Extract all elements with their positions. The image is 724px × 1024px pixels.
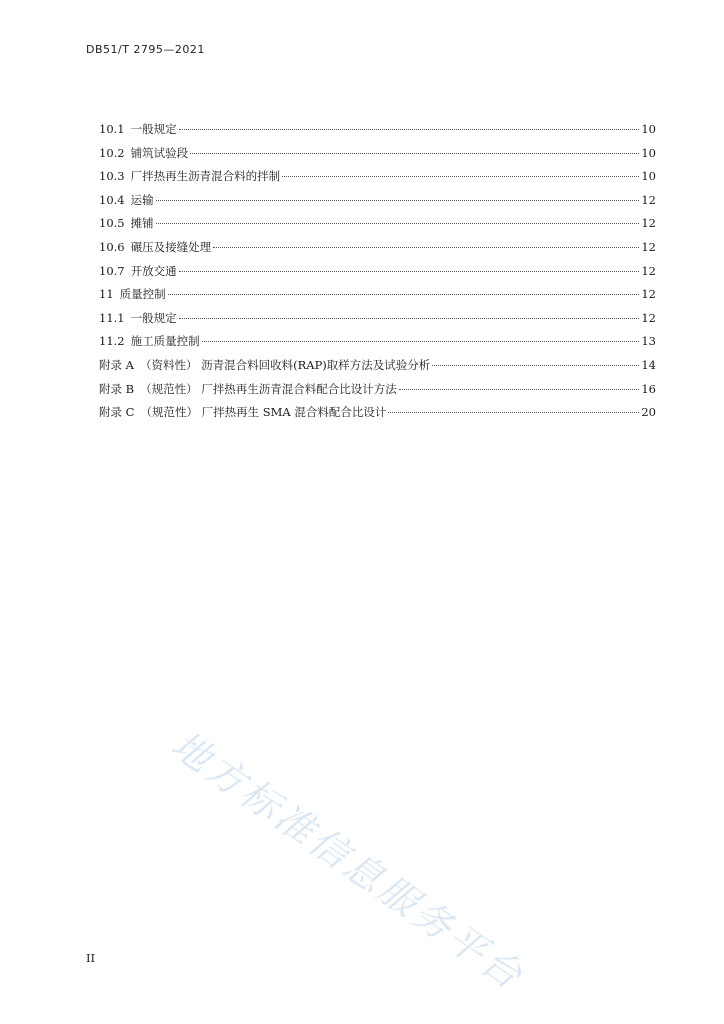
toc-entry-number: 11 xyxy=(99,287,114,302)
toc-entry[interactable] xyxy=(99,332,656,356)
toc-leader-dots xyxy=(156,200,640,201)
toc-entry-page: 12 xyxy=(641,310,656,325)
toc-entry-title: 厂拌热再生沥青混合料的拌制 xyxy=(130,169,281,184)
toc-entry-title: 开放交通 xyxy=(130,263,177,278)
toc-leader-dots xyxy=(179,129,640,130)
toc-entry-title: （资料性） 沥青混合料回收料(RAP)取样方法及试验分析 xyxy=(139,357,431,372)
document-code: DB51/T 2795—2021 xyxy=(86,43,205,56)
toc-entry-title: 摊铺 xyxy=(130,216,154,231)
toc-leader-dots xyxy=(213,247,639,248)
toc-entry[interactable] xyxy=(99,238,656,262)
toc-entry-page: 16 xyxy=(641,381,656,396)
toc-leader-dots xyxy=(168,294,640,295)
toc-leader-dots xyxy=(399,389,640,390)
toc-entry-page: 12 xyxy=(641,263,656,278)
toc-entry[interactable] xyxy=(99,191,656,215)
toc-entry-page: 12 xyxy=(641,192,656,207)
toc-entry-page: 10 xyxy=(641,145,656,160)
toc-entry-title: 碾压及接缝处理 xyxy=(130,239,212,254)
toc-entry-number: 10.3 xyxy=(99,169,125,184)
toc-entry-number: 附录 C xyxy=(99,405,135,420)
toc-entry-number: 11.1 xyxy=(99,310,125,325)
watermark-text: 地方标准信息服务平台 xyxy=(163,722,533,1000)
toc-entry[interactable] xyxy=(99,120,656,144)
toc-entry-title: 施工质量控制 xyxy=(130,334,200,349)
toc-entry-number: 附录 A xyxy=(99,357,134,372)
toc-entry-page: 12 xyxy=(641,216,656,231)
toc-entry-number: 10.5 xyxy=(99,216,125,231)
table-of-contents xyxy=(99,120,656,427)
toc-leader-dots xyxy=(432,365,639,366)
toc-entry-page: 10 xyxy=(641,169,656,184)
toc-entry-page: 14 xyxy=(641,357,656,372)
toc-entry[interactable] xyxy=(99,309,656,333)
toc-entry-title: 铺筑试验段 xyxy=(130,145,189,160)
toc-entry-number: 10.6 xyxy=(99,239,125,254)
toc-entry[interactable] xyxy=(99,285,656,309)
toc-leader-dots xyxy=(388,412,639,413)
toc-entry-title: 运输 xyxy=(130,192,154,207)
toc-entry-page: 12 xyxy=(641,239,656,254)
toc-entry-page: 10 xyxy=(641,122,656,136)
toc-entry-number: 11.2 xyxy=(99,334,125,349)
toc-leader-dots xyxy=(202,341,640,342)
toc-entry[interactable] xyxy=(99,403,656,427)
toc-leader-dots xyxy=(282,176,639,177)
toc-entry-page: 12 xyxy=(641,287,656,302)
toc-entry[interactable] xyxy=(99,356,656,380)
toc-entry[interactable] xyxy=(99,144,656,168)
toc-entry[interactable] xyxy=(99,167,656,191)
toc-entry-number: 10.1 xyxy=(99,122,125,136)
toc-leader-dots xyxy=(179,318,640,319)
toc-entry-page: 13 xyxy=(641,334,656,349)
toc-leader-dots xyxy=(179,271,640,272)
toc-entry-title: （规范性） 厂拌热再生 SMA 混合料配合比设计 xyxy=(140,405,387,420)
toc-entry-title: 一般规定 xyxy=(130,310,177,325)
toc-entry-number: 10.2 xyxy=(99,145,125,160)
toc-entry-page: 20 xyxy=(641,405,656,420)
page-number: II xyxy=(86,951,96,965)
toc-leader-dots xyxy=(156,223,640,224)
toc-entry[interactable] xyxy=(99,214,656,238)
toc-entry-title: （规范性） 厂拌热再生沥青混合料配合比设计方法 xyxy=(140,381,397,396)
toc-entry[interactable] xyxy=(99,380,656,404)
toc-entry-title: 质量控制 xyxy=(119,287,166,302)
toc-entry[interactable] xyxy=(99,262,656,286)
toc-entry-number: 10.7 xyxy=(99,263,125,278)
toc-leader-dots xyxy=(190,153,639,154)
toc-entry-number: 10.4 xyxy=(99,192,125,207)
toc-entry-number: 附录 B xyxy=(99,381,135,396)
toc-entry-title: 一般规定 xyxy=(130,122,177,136)
